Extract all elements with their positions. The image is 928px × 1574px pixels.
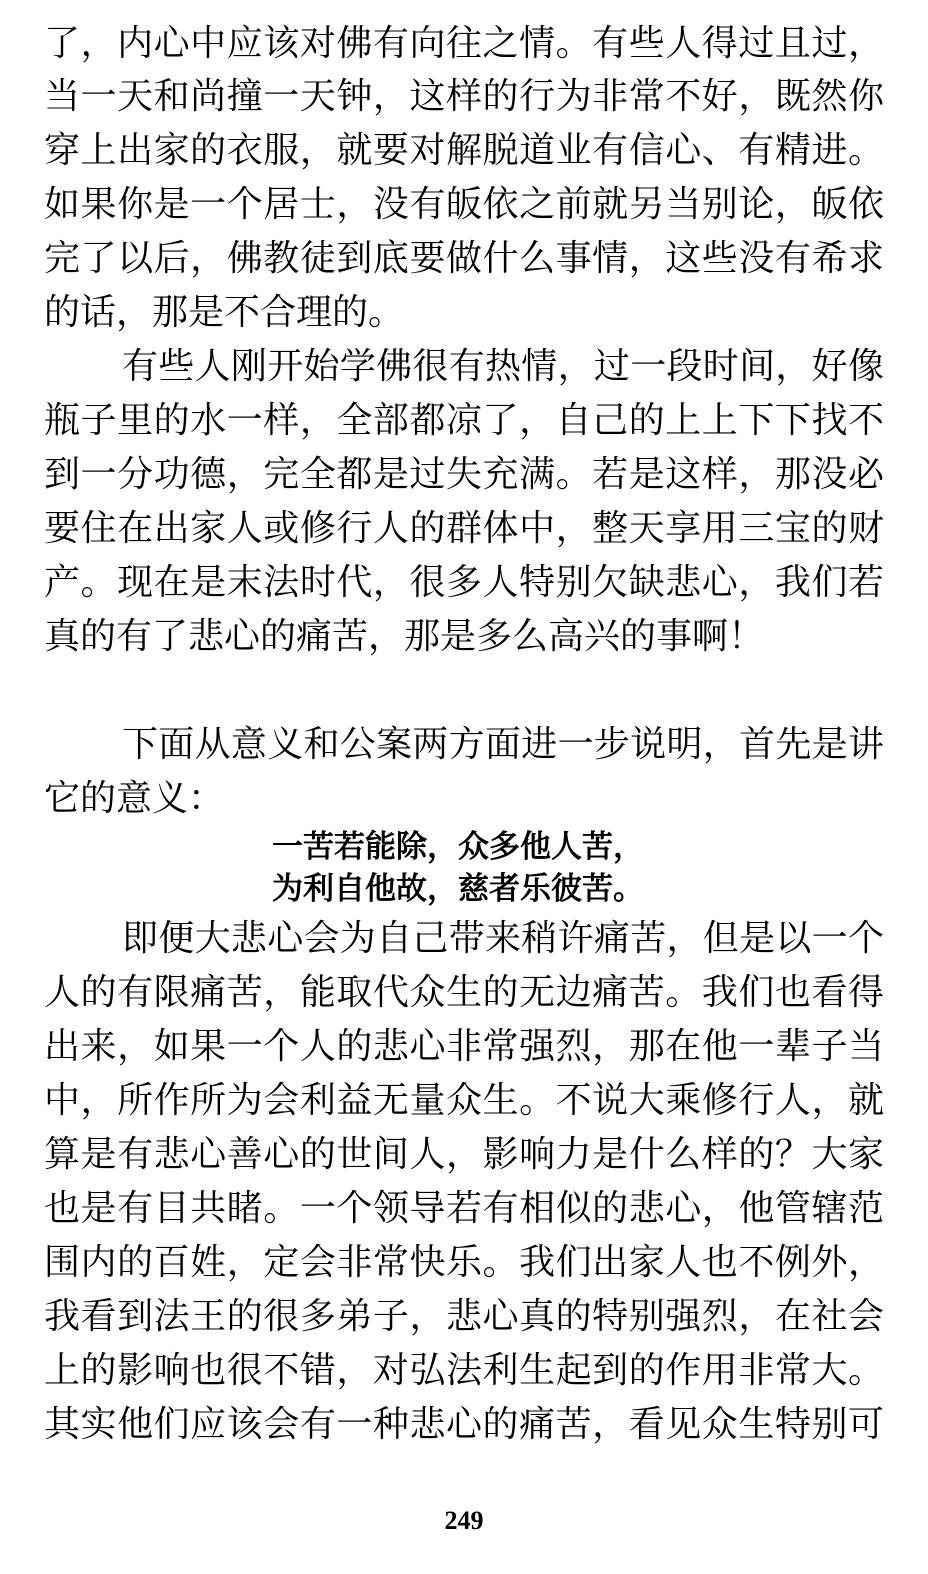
text-line: 中，所作所为会利益无量众生。不说大乘修行人，就 — [44, 1080, 884, 1121]
text-line: 了，内心中应该对佛有向往之情。有些人得过且过， — [44, 23, 884, 64]
text-line: 完了以后，佛教徒到底要做什么事情，这些没有希求 — [44, 238, 884, 279]
text-line: 真的有了悲心的痛苦，那是多么高兴的事啊！ — [44, 616, 765, 657]
text-line: 算是有悲心善心的世间人，影响力是什么样的？大家 — [44, 1134, 884, 1175]
text-line: 产。现在是末法时代，很多人特别欠缺悲心，我们若 — [44, 562, 884, 603]
text-line: 到一分功德，完全都是过失充满。若是这样，那没必 — [44, 454, 884, 495]
text-line: 其实他们应该会有一种悲心的痛苦，看见众生特别可 — [44, 1404, 884, 1445]
text-line: 瓶子里的水一样，全部都凉了，自己的上上下下找不 — [44, 400, 884, 441]
text-line: 人的有限痛苦，能取代众生的无边痛苦。我们也看得 — [44, 972, 884, 1013]
text-line: 有些人刚开始学佛很有热情，过一段时间，好像 — [122, 346, 884, 387]
text-line: 即便大悲心会为自己带来稍许痛苦，但是以一个 — [122, 918, 884, 959]
text-line: 下面从意义和公案两方面进一步说明，首先是讲 — [122, 724, 884, 765]
text-line: 当一天和尚撞一天钟，这样的行为非常不好，既然你 — [44, 76, 884, 117]
text-line: 我看到法王的很多弟子，悲心真的特别强烈，在社会 — [44, 1296, 884, 1337]
text-line: 它的意义： — [44, 778, 225, 819]
page-number: 249 — [444, 1506, 484, 1535]
text-line: 的话，那是不合理的。 — [44, 292, 405, 333]
text-line: 上的影响也很不错，对弘法利生起到的作用非常大。 — [44, 1350, 884, 1391]
verse-line: 一苦若能除，众多他人苦， — [272, 829, 644, 865]
text-line: 要住在出家人或修行人的群体中，整天享用三宝的财 — [44, 508, 884, 549]
text-line: 如果你是一个居士，没有皈依之前就另当别论，皈依 — [44, 184, 884, 225]
text-line: 围内的百姓，定会非常快乐。我们出家人也不例外， — [44, 1242, 884, 1283]
verse-line: 为利自他故，慈者乐彼苦。 — [272, 871, 644, 907]
text-line: 穿上出家的衣服，就要对解脱道业有信心、有精进。 — [44, 130, 884, 171]
text-line: 出来，如果一个人的悲心非常强烈，那在他一辈子当 — [44, 1026, 884, 1067]
text-line: 也是有目共睹。一个领导若有相似的悲心，他管辖范 — [44, 1188, 884, 1229]
